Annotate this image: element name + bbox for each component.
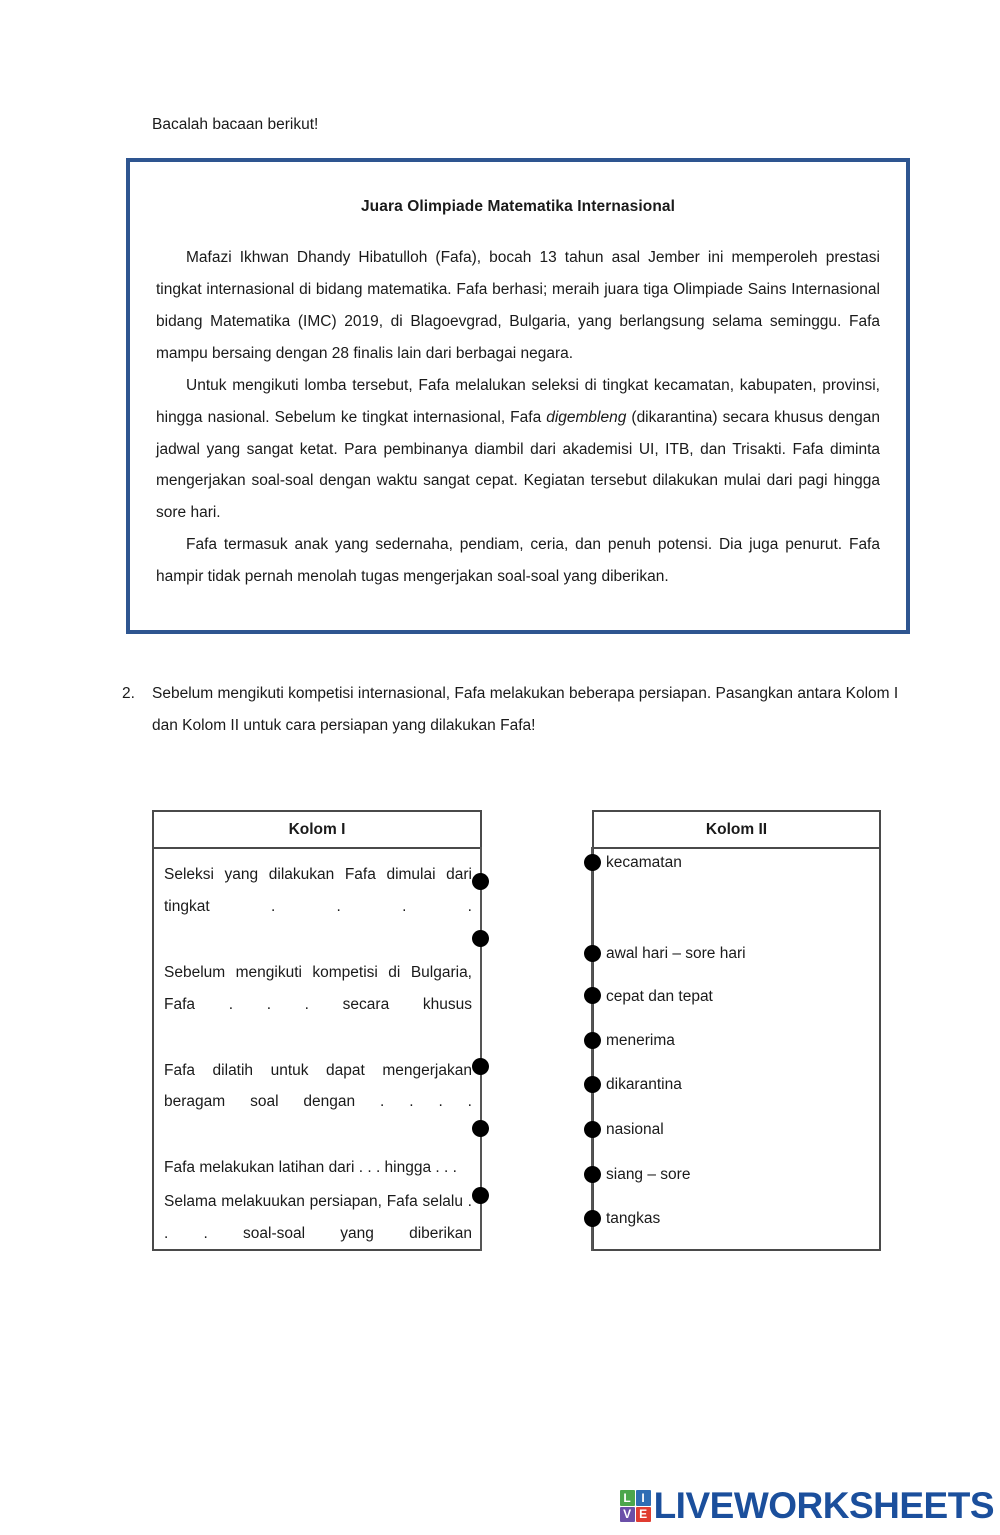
kolom-1-connector-dot-2[interactable] (472, 930, 489, 947)
passage-paragraph-2 (156, 370, 880, 530)
kolom-2-connector-dot-6[interactable] (584, 1121, 601, 1138)
kolom-2-connector-dot-1[interactable] (584, 854, 601, 871)
passage-paragraph-1 (156, 242, 880, 370)
kolom-2-connector-dot-8[interactable] (584, 1210, 601, 1227)
kolom-1-items (154, 849, 480, 1249)
kolom-1-item-4[interactable]: Fafa melakukan latihan dari . . . hingga . . . (164, 1159, 457, 1177)
matching-exercise (152, 810, 881, 1251)
logo-tile-i: I (636, 1490, 651, 1506)
question-text: Sebelum mengikuti kompetisi internasional, Fafa melakukan beberapa persiapan. Pasangkan antara Kolom I dan Kolom II untuk cara persiapan yang dilakukan Fafa! (152, 685, 899, 734)
kolom-2-item-5[interactable]: dikarantina (606, 1076, 682, 1093)
kolom-1-item-1[interactable]: Seleksi yang dilakukan Fafa dimulai dari tingkat . . . . (164, 866, 472, 915)
kolom-2-header: Kolom II (594, 812, 879, 849)
paragraph-2-text-before: Untuk mengikuti lomba tersebut, Fafa melalukan seleksi di tingkat kecamatan, kabupaten, provinsi, hingga nasional. Sebelum ke tingkat internasional, Fafa (156, 376, 880, 426)
question-2 (122, 678, 902, 742)
paragraph-2-text-after: (dikarantina) secara khusus dengan jadwal yang sangat ketat. Para pembinanya diambil dari akademisi UI, ITB, dan Trisakti. Fafa diminta mengerjakan soal-soal dengan waktu sangat cepat. Kegiatan tersebut dilakukan mulai dari pagi hingga sore hari. (156, 408, 880, 522)
kolom-1-connector-dot-1[interactable] (472, 873, 489, 890)
liveworksheets-wordmark: LIVEWORKSHEETS (653, 1485, 994, 1526)
kolom-2-connector-dot-7[interactable] (584, 1166, 601, 1183)
kolom-1-item-2[interactable]: Sebelum mengikuti kompetisi di Bulgaria, Fafa . . . secara khusus (164, 963, 472, 1013)
kolom-1-connector-dot-3[interactable] (472, 1058, 489, 1075)
kolom-1-item-3[interactable]: Fafa dilatih untuk dapat mengerjakan beragam soal dengan . . . . (164, 1061, 472, 1111)
kolom-2-items (594, 849, 879, 1249)
logo-tile-v: V (620, 1507, 635, 1523)
kolom-2-item-7[interactable]: siang – sore (606, 1166, 691, 1183)
reading-instruction: Bacalah bacaan berikut! (152, 116, 319, 133)
kolom-1-box (152, 810, 482, 1251)
kolom-2-connector-dot-5[interactable] (584, 1076, 601, 1093)
paragraph-1-text: Mafazi Ikhwan Dhandy Hibatulloh (Fafa), bocah 13 tahun asal Jember ini memperoleh prestasi tingkat internasional di bidang matematika. Fafa berhasi; meraih juara tiga Olimpiade Sains Internasional bidang Matematika (IMC) 2019, di Blagoevgrad, Bulgaria, yang berlangsung selama seminggu. Fafa mampu bersaing dengan 28 finalis lain dari berbagai negara. (156, 249, 880, 362)
kolom-1-connector-dot-4[interactable] (472, 1120, 489, 1137)
liveworksheets-logo-icon (620, 1490, 651, 1522)
logo-tile-e: E (636, 1507, 651, 1523)
kolom-2-item-2[interactable]: awal hari – sore hari (606, 945, 746, 962)
liveworksheets-logo (620, 1485, 994, 1527)
kolom-2-connector-rail (591, 847, 593, 1251)
paragraph-2-italic-word: digembleng (546, 408, 627, 426)
kolom-2-box (592, 810, 881, 1251)
kolom-1-header: Kolom I (154, 812, 480, 849)
kolom-1-item-5[interactable]: Selama melakuukan persiapan, Fafa selalu . . . soal-soal yang diberikan (164, 1193, 472, 1243)
reading-passage-box (126, 158, 910, 634)
kolom-2-item-3[interactable]: cepat dan tepat (606, 988, 713, 1005)
kolom-2-item-4[interactable]: menerima (606, 1032, 675, 1049)
kolom-2-connector-dot-3[interactable] (584, 987, 601, 1004)
kolom-1-connector-dot-5[interactable] (472, 1187, 489, 1204)
question-number: 2. (122, 685, 135, 702)
kolom-2-connector-dot-2[interactable] (584, 945, 601, 962)
passage-title: Juara Olimpiade Matematika Internasional (360, 198, 676, 215)
logo-tile-l: L (620, 1490, 635, 1506)
kolom-2-item-8[interactable]: tangkas (606, 1210, 661, 1227)
passage-content (156, 198, 880, 638)
paragraph-3-text: Fafa termasuk anak yang sedernaha, pendiam, ceria, dan penuh potensi. Dia juga penurut. Fafa hampir tidak pernah menolah tugas mengerjakan soal-soal yang diberikan. (156, 536, 880, 586)
kolom-2-connector-dot-4[interactable] (584, 1032, 601, 1049)
kolom-2-item-1[interactable]: kecamatan (606, 854, 682, 871)
kolom-2-item-6[interactable]: nasional (606, 1121, 664, 1138)
passage-paragraph-3 (156, 529, 880, 593)
